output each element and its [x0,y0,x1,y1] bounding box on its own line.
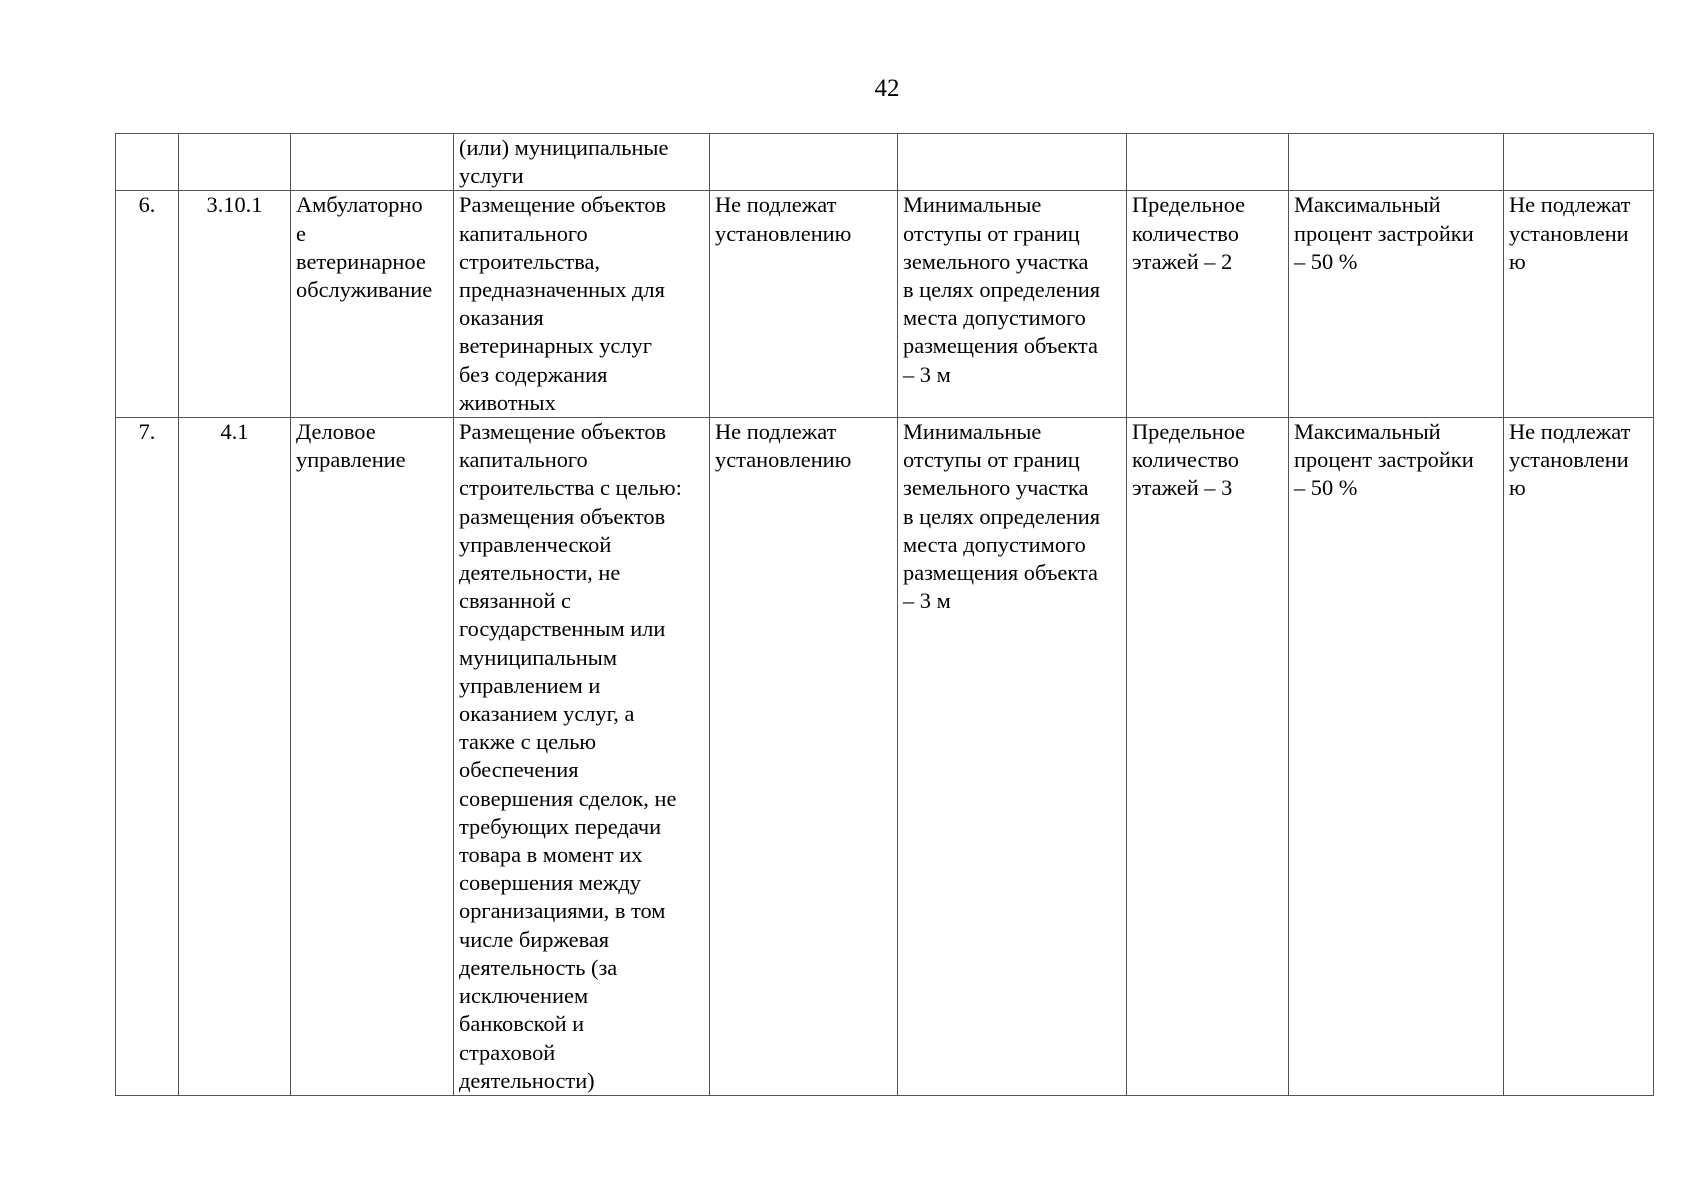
code-cell: 3.10.1 [179,191,291,418]
row-number-cell: 7. [116,418,179,1096]
use-name-cell [291,134,454,191]
coverage-cell [1289,134,1504,191]
description-cell: Размещение объектов капитального строительства, предназначенных для оказания ветеринарных услуг без содержания животных [454,191,710,418]
setbacks-cell: Минимальные отступы от границ земельного участка в целях определения места допустимого размещения объекта – 3 м [898,191,1127,418]
table-row [116,418,1654,1096]
row-number-cell [116,134,179,191]
coverage-cell: Максимальный процент застройки – 50 % [1289,191,1504,418]
floors-cell [1127,134,1289,191]
other-params-cell: Не подлежат установлени ю [1504,191,1654,418]
other-params-cell [1504,134,1654,191]
row-number-cell: 6. [116,191,179,418]
use-name-cell: Деловое управление [291,418,454,1096]
area-limits-cell [710,134,898,191]
page-number: 42 [874,75,900,102]
floors-cell: Предельное количество этажей – 3 [1127,418,1289,1096]
use-name-cell: Амбулаторно е ветеринарное обслуживание [291,191,454,418]
area-limits-cell: Не подлежат установлению [710,191,898,418]
description-cell: (или) муниципальные услуги [454,134,710,191]
other-params-cell: Не подлежат установлени ю [1504,418,1654,1096]
setbacks-cell: Минимальные отступы от границ земельного участка в целях определения места допустимого размещения объекта – 3 м [898,418,1127,1096]
table-row [116,191,1654,418]
zoning-regulations-table [115,133,1654,1096]
code-cell: 4.1 [179,418,291,1096]
coverage-cell: Максимальный процент застройки – 50 % [1289,418,1504,1096]
setbacks-cell [898,134,1127,191]
floors-cell: Предельное количество этажей – 2 [1127,191,1289,418]
code-cell [179,134,291,191]
description-cell: Размещение объектов капитального строительства с целью: размещения объектов управленческой деятельности, не связанной с государственным или муниципальным управлением и оказанием услуг, а также с целью обеспечения совершения сделок, не требующих передачи товара в момент их совершения между организациями, в том числе биржевая деятельность (за исключением банковской и страховой деятельности) [454,418,710,1096]
table-row [116,134,1654,191]
area-limits-cell: Не подлежат установлению [710,418,898,1096]
